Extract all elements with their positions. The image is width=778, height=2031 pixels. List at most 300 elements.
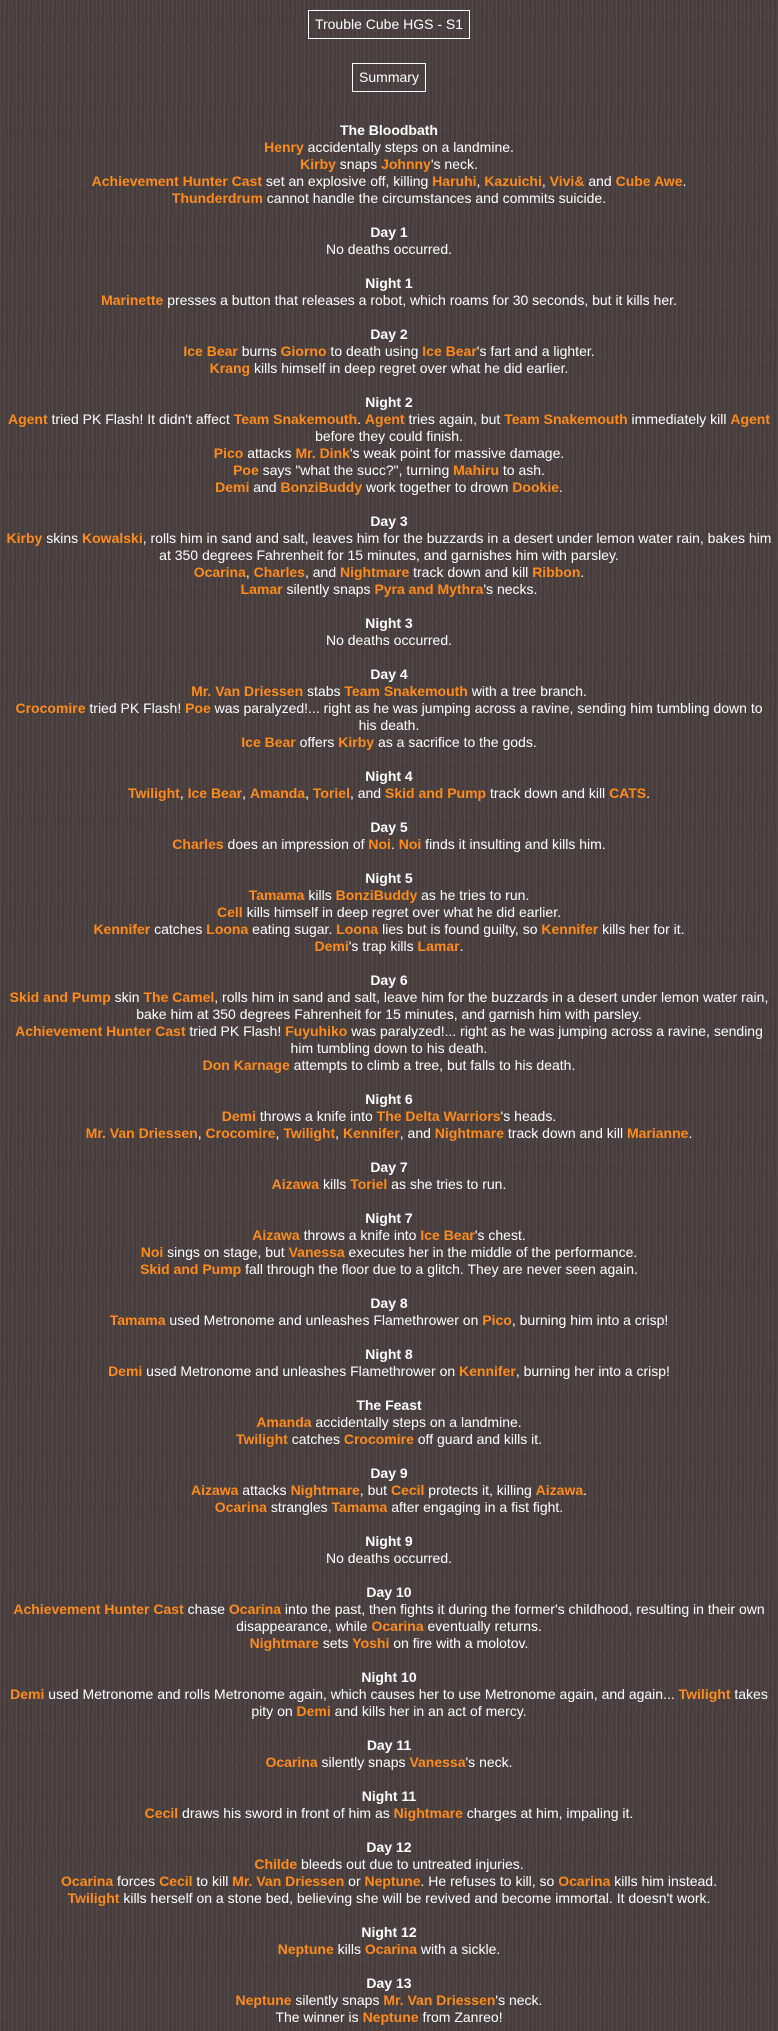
tribute-name: Ocarina (61, 1873, 114, 1889)
tribute-name: Giorno (280, 343, 327, 359)
event-text: , and (349, 785, 385, 801)
event-line (6, 241, 772, 258)
section-title: Day 10 (366, 1584, 412, 1600)
event-line (6, 1601, 772, 1635)
event-text: No deaths occurred. (325, 1550, 453, 1566)
event-text: . (688, 1125, 693, 1141)
event-text: used Metronome and unleashes Flamethrower on (142, 1363, 460, 1379)
section-title: Night 1 (365, 275, 413, 291)
event-text: eating sugar. (248, 921, 337, 937)
event-line (6, 1941, 772, 1958)
day-section (0, 819, 778, 853)
day-section (0, 972, 778, 1074)
event-text: or (344, 1873, 365, 1889)
event-line (6, 1057, 772, 1074)
tribute-name: Ice Bear (420, 1227, 475, 1243)
event-text: to kill (192, 1873, 233, 1889)
tribute-name: Mr. Van Driessen (191, 683, 304, 699)
event-text: tried PK Flash! It didn't affect (47, 411, 234, 427)
event-text: tries again, but (404, 411, 505, 427)
event-text: track down and kill (409, 564, 533, 580)
tribute-name: Noi (140, 1244, 164, 1260)
day-section (0, 1210, 778, 1278)
tribute-name: Achievement Hunter Cast (91, 173, 263, 189)
event-text: . (583, 1482, 588, 1498)
event-text: fall through the floor due to a glitch. They are never seen again. (241, 1261, 638, 1277)
tribute-name: Charles (172, 836, 224, 852)
day-section (0, 122, 778, 207)
tribute-name: Achievement Hunter Cast (15, 1023, 186, 1039)
event-line (6, 462, 772, 479)
tribute-name: Thunderdrum (171, 190, 263, 206)
tribute-name: Nightmare (393, 1805, 463, 1821)
tribute-name: Demi (314, 938, 349, 954)
tribute-name: Ice Bear (422, 343, 477, 359)
event-text: before they could finish. (315, 428, 463, 444)
tribute-name: Twilight (678, 1686, 731, 1702)
tribute-name: Kowalski (82, 530, 143, 546)
event-line (6, 700, 772, 734)
tribute-name: Demi (108, 1363, 143, 1379)
event-line (6, 360, 772, 377)
event-line (6, 921, 772, 938)
event-line (6, 1414, 772, 1431)
event-text: takes pity on (251, 1686, 768, 1719)
tribute-name: Skid and Pump (140, 1261, 242, 1277)
event-text: off guard and kills it. (413, 1431, 543, 1447)
tribute-name: Agent (364, 411, 405, 427)
event-text: finds it insulting and kills him. (421, 836, 606, 852)
tribute-name: Poe (185, 700, 211, 716)
tribute-name: Cecil (159, 1873, 193, 1889)
tribute-name: Nightmare (340, 564, 410, 580)
day-section (0, 1788, 778, 1822)
event-text: 's neck. (430, 156, 478, 172)
summary-header (0, 63, 778, 92)
event-text: 's heads. (500, 1108, 557, 1124)
tribute-name: Lamar (240, 581, 283, 597)
tribute-name: Aizawa (535, 1482, 584, 1498)
day-section (0, 768, 778, 802)
event-line (6, 581, 772, 598)
event-line (6, 190, 772, 207)
tribute-name: The Delta Warriors (376, 1108, 501, 1124)
event-line (6, 530, 772, 564)
day-section (0, 513, 778, 598)
tribute-name: Noi (368, 836, 391, 852)
tribute-name: Achievement Hunter Cast (13, 1601, 184, 1617)
event-line (6, 1261, 772, 1278)
section-title: Day 6 (370, 972, 408, 988)
tribute-name: Poe (233, 462, 259, 478)
event-text: kills (304, 887, 336, 903)
event-text: 's neck. (495, 1992, 543, 2008)
section-title: Day 4 (370, 666, 408, 682)
event-line (6, 1686, 772, 1720)
event-text: charges at him, impaling it. (462, 1805, 634, 1821)
header (0, 10, 778, 39)
event-line (6, 1023, 772, 1057)
day-section (0, 1533, 778, 1567)
tribute-name: Team Snakemouth (504, 411, 628, 427)
tribute-name: Amanda (249, 785, 306, 801)
day-section (0, 275, 778, 309)
event-text: 's fart and a lighter. (476, 343, 595, 359)
day-section (0, 1839, 778, 1907)
event-text: from Zanreo! (418, 2009, 503, 2025)
day-section (0, 1669, 778, 1720)
event-text: to ash. (499, 462, 545, 478)
event-text: , and (399, 1125, 435, 1141)
summary-heading: Summary (352, 63, 426, 92)
section-title: Night 5 (365, 870, 413, 886)
event-line (6, 1805, 772, 1822)
event-text: , (197, 1125, 206, 1141)
event-line (6, 1754, 772, 1771)
event-text: was paralyzed!... right as he was jumping across a ravine, sending him tumbling down to his death. (290, 1023, 763, 1056)
tribute-name: Ice Bear (183, 343, 238, 359)
tribute-name: Loona (206, 921, 249, 937)
tribute-name: Nightmare (249, 1635, 319, 1651)
day-section (0, 224, 778, 258)
event-text: draws his sword in front of him as (178, 1805, 394, 1821)
event-text: attempts to climb a tree, but falls to his death. (289, 1057, 576, 1073)
tribute-name: Dookie (512, 479, 559, 495)
section-title: Day 11 (366, 1737, 412, 1753)
tribute-name: Crocomire (343, 1431, 414, 1447)
event-text: and kills her in an act of mercy. (330, 1703, 527, 1719)
tribute-name: Kazuichi (484, 173, 542, 189)
day-section (0, 870, 778, 955)
event-line (6, 1635, 772, 1652)
event-line (6, 734, 772, 751)
event-text: , (305, 785, 313, 801)
tribute-name: Ribbon (532, 564, 581, 580)
event-text: kills himself in deep regret over what he did earlier. (242, 904, 561, 920)
event-line (6, 1873, 772, 1890)
day-section (0, 1924, 778, 1958)
tribute-name: Nightmare (290, 1482, 360, 1498)
event-text: No deaths occurred. (325, 632, 453, 648)
event-text: 's necks. (483, 581, 538, 597)
event-text: set an explosive off, killing (262, 173, 433, 189)
event-text: says "what the succ?", turning (258, 462, 454, 478)
event-text: , (476, 173, 485, 189)
day-section (0, 1737, 778, 1771)
event-line (6, 1312, 772, 1329)
event-text: 's weak point for massive damage. (349, 445, 565, 461)
event-text: presses a button that releases a robot, which roams for 30 seconds, but it kills her. (163, 292, 677, 308)
event-text: with a sickle. (417, 1941, 501, 1957)
event-line (6, 785, 772, 802)
event-text: on fire with a molotov. (389, 1635, 529, 1651)
tribute-name: Haruhi (432, 173, 477, 189)
section-title: Night 12 (361, 1924, 417, 1940)
event-text: 's chest. (474, 1227, 526, 1243)
tribute-name: Demi (221, 1108, 257, 1124)
event-text: kills him instead. (610, 1873, 717, 1889)
day-section (0, 326, 778, 377)
event-text: 's neck. (465, 1754, 513, 1770)
day-section (0, 1584, 778, 1652)
tribute-name: Mahiru (453, 462, 500, 478)
tribute-name: Ice Bear (187, 785, 243, 801)
tribute-name: Mr. Van Driessen (232, 1873, 345, 1889)
event-line (6, 683, 772, 700)
event-text: , (179, 785, 188, 801)
tribute-name: Kirby (6, 530, 43, 546)
event-line (6, 173, 772, 190)
day-section (0, 1159, 778, 1193)
event-text: . He refuses to kill, so (420, 1873, 559, 1889)
event-line (6, 1244, 772, 1261)
day-section (0, 1975, 778, 2026)
event-line (6, 1108, 772, 1125)
event-line (6, 564, 772, 581)
event-text: was paralyzed!... right as he was jumping across a ravine, sending him tumbling down to his death. (210, 700, 763, 733)
event-text: , (541, 173, 550, 189)
event-text: silently snaps (291, 1992, 384, 2008)
event-text: stabs (303, 683, 345, 699)
event-line (6, 1125, 772, 1142)
event-text: immediately kill (627, 411, 731, 427)
day-section (0, 1397, 778, 1448)
event-text: sings on stage, but (163, 1244, 289, 1260)
event-text: strangles (266, 1499, 332, 1515)
tribute-name: Toriel (350, 1176, 388, 1192)
tribute-name: Loona (336, 921, 379, 937)
tribute-name: Skid and Pump (384, 785, 487, 801)
tribute-name: Crocomire (205, 1125, 276, 1141)
tribute-name: Cecil (390, 1482, 425, 1498)
section-title: Day 9 (370, 1465, 408, 1481)
event-line (6, 292, 772, 309)
day-section (0, 1346, 778, 1380)
event-text: attacks (243, 445, 296, 461)
tribute-name: Kennifer (342, 1125, 400, 1141)
event-text: . (682, 173, 687, 189)
event-text: eventually returns. (423, 1618, 542, 1634)
event-text: throws a knife into (299, 1227, 421, 1243)
tribute-name: Twilight (283, 1125, 336, 1141)
tribute-name: Amanda (256, 1414, 312, 1430)
tribute-name: Pico (482, 1312, 512, 1328)
event-text: . (459, 938, 464, 954)
tribute-name: Ocarina (371, 1618, 424, 1634)
event-text: catches (150, 921, 207, 937)
page-title: Trouble Cube HGS - S1 (308, 10, 470, 39)
section-title: Day 12 (366, 1839, 412, 1855)
event-text: skin (110, 989, 144, 1005)
tribute-name: Toriel (312, 785, 350, 801)
event-text: as a sacrifice to the gods. (374, 734, 537, 750)
tribute-name: Noi (398, 836, 422, 852)
tribute-name: Ocarina (193, 564, 246, 580)
tribute-name: BonziBuddy (280, 479, 363, 495)
event-text: executes her in the middle of the performance. (344, 1244, 638, 1260)
event-text: tried PK Flash! (85, 700, 186, 716)
tribute-name: Aizawa (271, 1176, 320, 1192)
tribute-name: Demi (215, 479, 250, 495)
tribute-name: Cell (217, 904, 243, 920)
tribute-name: Twilight (235, 1431, 288, 1447)
tribute-name: Childe (254, 1856, 298, 1872)
event-text: . (357, 411, 365, 427)
tribute-name: Team Snakemouth (344, 683, 468, 699)
event-line (6, 1176, 772, 1193)
tribute-name: Marinette (101, 292, 164, 308)
section-title: Day 3 (370, 513, 408, 529)
tribute-name: Ocarina (228, 1601, 282, 1617)
section-title: Night 2 (365, 394, 413, 410)
event-text: protects it, killing (424, 1482, 536, 1498)
event-line (6, 904, 772, 921)
event-line (6, 1363, 772, 1380)
tribute-name: Pyra and Mythra (374, 581, 484, 597)
event-text: , but (359, 1482, 391, 1498)
event-line (6, 836, 772, 853)
event-text: used Metronome and rolls Metronome again, which causes her to use Metronome again, and again... (44, 1686, 679, 1702)
section-title: Night 8 (365, 1346, 413, 1362)
tribute-name: Yoshi (352, 1635, 390, 1651)
tribute-name: Agent (730, 411, 771, 427)
event-text: lies but is found guilty, so (378, 921, 542, 937)
tribute-name: Neptune (277, 1941, 334, 1957)
tribute-name: CATS (609, 785, 647, 801)
day-section (0, 615, 778, 649)
event-text: does an impression of (223, 836, 369, 852)
event-text: , (335, 1125, 343, 1141)
event-text: burns (237, 343, 281, 359)
tribute-name: Kirby (338, 734, 375, 750)
event-line (6, 1227, 772, 1244)
sections-list (0, 122, 778, 2026)
tribute-name: Mr. Van Driessen (383, 1992, 496, 2008)
event-text: No deaths occurred. (325, 241, 453, 257)
section-title: The Bloodbath (340, 122, 438, 138)
event-text: offers (295, 734, 339, 750)
tribute-name: Demi (10, 1686, 45, 1702)
section-title: Night 10 (361, 1669, 417, 1685)
tribute-name: Crocomire (15, 700, 86, 716)
tribute-name: Lamar (417, 938, 460, 954)
tribute-name: Agent (7, 411, 48, 427)
tribute-name: Neptune (362, 2009, 419, 2025)
day-section (0, 1465, 778, 1516)
section-title: Day 1 (370, 224, 408, 240)
event-text: as she tries to run. (387, 1176, 507, 1192)
section-title: Night 6 (365, 1091, 413, 1107)
tribute-name: Ocarina (265, 1754, 318, 1770)
section-title: Day 2 (370, 326, 408, 342)
event-text: , (242, 785, 250, 801)
event-text: silently snaps (282, 581, 375, 597)
day-section (0, 1091, 778, 1142)
tribute-name: Tamama (248, 887, 305, 903)
tribute-name: The Camel (143, 989, 215, 1005)
event-text: bleeds out due to untreated injuries. (297, 1856, 524, 1872)
tribute-name: Charles (253, 564, 305, 580)
tribute-name: Kennifer (541, 921, 599, 937)
tribute-name: Marianne (626, 1125, 689, 1141)
event-text: . (580, 564, 585, 580)
event-line (6, 156, 772, 173)
event-text: kills himself in deep regret over what he did earlier. (250, 360, 569, 376)
tribute-name: Ocarina (364, 1941, 417, 1957)
tribute-name: Skid and Pump (9, 989, 111, 1005)
event-text: kills (319, 1176, 351, 1192)
event-text: accidentally steps on a landmine. (311, 1414, 522, 1430)
event-text: kills herself on a stone bed, believing she will be revived and become immortal. It doesn't work. (119, 1890, 711, 1906)
event-text: used Metronome and unleashes Flamethrower on (165, 1312, 483, 1328)
tribute-name: Cube Awe (615, 173, 683, 189)
event-line (6, 1431, 772, 1448)
event-line (6, 938, 772, 955)
event-text: attacks (238, 1482, 291, 1498)
event-text: kills (333, 1941, 365, 1957)
tribute-name: Henry (264, 139, 304, 155)
event-line (6, 1550, 772, 1567)
section-title: Day 8 (370, 1295, 408, 1311)
tribute-name: Johnny (381, 156, 431, 172)
tribute-name: Twilight (67, 1890, 120, 1906)
event-text: . (646, 785, 651, 801)
day-section (0, 1295, 778, 1329)
section-title: Night 3 (365, 615, 413, 631)
event-text: , (245, 564, 254, 580)
event-text: and (249, 479, 281, 495)
event-line (6, 1856, 772, 1873)
tribute-name: Ocarina (558, 1873, 611, 1889)
event-text: throws a knife into (256, 1108, 377, 1124)
tribute-name: Neptune (364, 1873, 421, 1889)
tribute-name: Mr. Van Driessen (85, 1125, 198, 1141)
section-title: Day 13 (366, 1975, 412, 1991)
event-text: tried PK Flash! (185, 1023, 286, 1039)
tribute-name: Krang (209, 360, 251, 376)
event-text: catches (287, 1431, 344, 1447)
event-text: snaps (335, 156, 382, 172)
day-section (0, 394, 778, 496)
event-line (6, 632, 772, 649)
section-title: Night 9 (365, 1533, 413, 1549)
event-line (6, 411, 772, 445)
event-text: forces (113, 1873, 160, 1889)
event-text: , burning her into a crisp! (515, 1363, 670, 1379)
tribute-name: Ocarina (214, 1499, 267, 1515)
event-text: to death using (326, 343, 423, 359)
section-title: Day 5 (370, 819, 408, 835)
event-text: , burning him into a crisp! (511, 1312, 669, 1328)
day-section (0, 666, 778, 751)
tribute-name: Fuyuhiko (285, 1023, 348, 1039)
event-text: track down and kill (486, 785, 610, 801)
event-line (6, 1499, 772, 1516)
event-text: chase (183, 1601, 229, 1617)
tribute-name: Tamama (109, 1312, 166, 1328)
tribute-name: Aizawa (252, 1227, 300, 1243)
tribute-name: Twilight (127, 785, 180, 801)
event-text: , rolls him in sand and salt, leave him for the buzzards in a desert under lemon water rain, bake him at 350 degrees Fahrenheit for 15 minutes, and garnish him with parsley. (136, 989, 769, 1022)
tribute-name: Pico (213, 445, 244, 461)
event-text: , (275, 1125, 284, 1141)
event-line (6, 1482, 772, 1499)
tribute-name: Neptune (235, 1992, 292, 2008)
event-text: skins (42, 530, 83, 546)
event-text: The winner is (275, 2009, 363, 2025)
tribute-name: Nightmare (434, 1125, 505, 1141)
tribute-name: Tamama (331, 1499, 388, 1515)
